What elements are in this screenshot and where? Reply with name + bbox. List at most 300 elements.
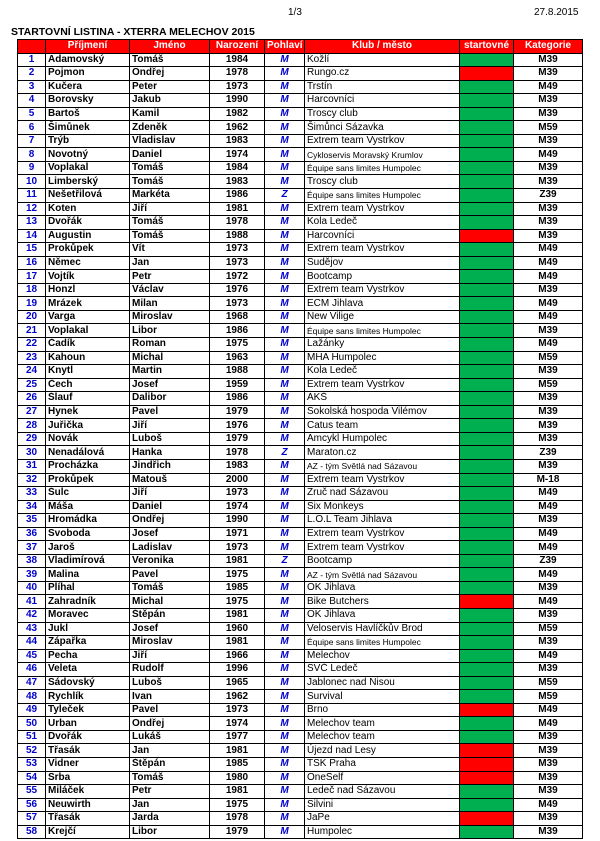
club-cell: Kola Ledeč	[305, 365, 460, 379]
club-cell: Bootcamp	[305, 554, 460, 568]
category-cell: M39	[514, 283, 583, 297]
table-row	[18, 256, 583, 270]
table-row	[18, 365, 583, 379]
start-number-cell: 52	[18, 744, 46, 758]
category-cell: M39	[514, 663, 583, 677]
surname-cell: Šulc	[46, 487, 130, 501]
sex-cell: M	[265, 798, 305, 812]
fee-status-cell	[460, 107, 514, 121]
fee-status-cell	[460, 324, 514, 338]
category-cell: M49	[514, 649, 583, 663]
sex-cell: M	[265, 53, 305, 67]
fee-status-cell	[460, 595, 514, 609]
sex-cell: M	[265, 771, 305, 785]
firstname-cell: Peter	[130, 80, 210, 94]
sex-cell: M	[265, 107, 305, 121]
surname-cell: Čadík	[46, 338, 130, 352]
sex-cell: M	[265, 744, 305, 758]
start-number-cell: 55	[18, 785, 46, 799]
header-cell-firstname: Jméno	[130, 40, 210, 54]
start-number-cell: 30	[18, 446, 46, 460]
fee-status-cell	[460, 419, 514, 433]
sex-cell: M	[265, 473, 305, 487]
surname-cell: Voplakal	[46, 161, 130, 175]
start-number-cell: 34	[18, 500, 46, 514]
table-row	[18, 53, 583, 67]
club-cell: New Vilige	[305, 310, 460, 324]
fee-status-cell	[460, 148, 514, 162]
birth-year-cell: 1966	[210, 649, 265, 663]
fee-status-cell	[460, 636, 514, 650]
start-number-cell: 44	[18, 636, 46, 650]
sex-cell: M	[265, 703, 305, 717]
sex-cell: M	[265, 636, 305, 650]
table-row	[18, 649, 583, 663]
sex-cell: M	[265, 121, 305, 135]
fee-status-cell	[460, 297, 514, 311]
table-row	[18, 270, 583, 284]
birth-year-cell: 1973	[210, 487, 265, 501]
club-cell: Troscy club	[305, 175, 460, 189]
fee-status-cell	[460, 649, 514, 663]
category-cell: M59	[514, 121, 583, 135]
birth-year-cell: 1965	[210, 676, 265, 690]
category-cell: Z39	[514, 554, 583, 568]
club-cell: Harcovníci	[305, 229, 460, 243]
start-number-cell: 17	[18, 270, 46, 284]
birth-year-cell: 1968	[210, 310, 265, 324]
start-number-cell: 40	[18, 581, 46, 595]
surname-cell: Jukl	[46, 622, 130, 636]
birth-year-cell: 1981	[210, 744, 265, 758]
table-row	[18, 581, 583, 595]
table-row	[18, 622, 583, 636]
club-cell: SVČ Ledeč	[305, 663, 460, 677]
fee-status-cell	[460, 338, 514, 352]
sex-cell: M	[265, 283, 305, 297]
sex-cell: M	[265, 297, 305, 311]
sex-cell: M	[265, 622, 305, 636]
start-number-cell: 36	[18, 527, 46, 541]
table-row	[18, 175, 583, 189]
fee-status-cell	[460, 730, 514, 744]
category-cell: M39	[514, 67, 583, 81]
fee-status-cell	[460, 202, 514, 216]
table-row	[18, 744, 583, 758]
fee-status-cell	[460, 134, 514, 148]
fee-status-cell	[460, 757, 514, 771]
surname-cell: Novák	[46, 432, 130, 446]
firstname-cell: Pavel	[130, 405, 210, 419]
birth-year-cell: 1971	[210, 527, 265, 541]
firstname-cell: Martin	[130, 365, 210, 379]
club-cell: AZ - tým Světlá nad Sázavou	[305, 459, 460, 473]
firstname-cell: Matouš	[130, 473, 210, 487]
start-number-cell: 25	[18, 378, 46, 392]
sex-cell: M	[265, 487, 305, 501]
surname-cell: Němec	[46, 256, 130, 270]
sex-cell: M	[265, 757, 305, 771]
firstname-cell: Štěpán	[130, 608, 210, 622]
surname-cell: Bartoš	[46, 107, 130, 121]
birth-year-cell: 1986	[210, 324, 265, 338]
surname-cell: Trýb	[46, 134, 130, 148]
sex-cell: M	[265, 825, 305, 839]
page-number: 1/3	[288, 7, 302, 18]
document-title: STARTOVNÍ LISTINA - XTERRA MELECHOV 2015	[11, 26, 255, 38]
table-row	[18, 703, 583, 717]
sex-cell: M	[265, 595, 305, 609]
category-cell: M49	[514, 568, 583, 582]
start-number-cell: 51	[18, 730, 46, 744]
table-row	[18, 121, 583, 135]
club-cell: Extrem team Vystrkov	[305, 378, 460, 392]
sex-cell: M	[265, 608, 305, 622]
surname-cell: Vladimírová	[46, 554, 130, 568]
club-cell: OneSelf	[305, 771, 460, 785]
category-cell: M49	[514, 527, 583, 541]
start-number-cell: 3	[18, 80, 46, 94]
fee-status-cell	[460, 283, 514, 297]
fee-status-cell	[460, 216, 514, 230]
surname-cell: Procházka	[46, 459, 130, 473]
table-row	[18, 785, 583, 799]
start-number-cell: 22	[18, 338, 46, 352]
club-cell: Harcovníci	[305, 94, 460, 108]
club-cell: Extrem team Vystrkov	[305, 202, 460, 216]
sex-cell: M	[265, 94, 305, 108]
table-row	[18, 595, 583, 609]
birth-year-cell: 1988	[210, 365, 265, 379]
category-cell: M-18	[514, 473, 583, 487]
club-cell: L.O.L Team Jihlava	[305, 514, 460, 528]
birth-year-cell: 1983	[210, 175, 265, 189]
birth-year-cell: 1973	[210, 256, 265, 270]
header-cell-fee: startovné	[460, 40, 514, 54]
category-cell: M39	[514, 432, 583, 446]
club-cell: Extrem team Vystrkov	[305, 541, 460, 555]
table-row	[18, 189, 583, 203]
firstname-cell: Lukáš	[130, 730, 210, 744]
start-number-cell: 53	[18, 757, 46, 771]
category-cell: M39	[514, 581, 583, 595]
fee-status-cell	[460, 744, 514, 758]
fee-status-cell	[460, 527, 514, 541]
table-row	[18, 487, 583, 501]
birth-year-cell: 1978	[210, 67, 265, 81]
start-number-cell: 23	[18, 351, 46, 365]
table-row	[18, 717, 583, 731]
fee-status-cell	[460, 310, 514, 324]
start-number-cell: 48	[18, 690, 46, 704]
table-row	[18, 338, 583, 352]
start-number-cell: 50	[18, 717, 46, 731]
fee-status-cell	[460, 717, 514, 731]
start-number-cell: 18	[18, 283, 46, 297]
category-cell: M39	[514, 812, 583, 826]
table-row	[18, 825, 583, 839]
sex-cell: M	[265, 405, 305, 419]
header-cell-club: Klub / město	[305, 40, 460, 54]
fee-status-cell	[460, 365, 514, 379]
firstname-cell: Pavel	[130, 703, 210, 717]
table-row	[18, 446, 583, 460]
table-row	[18, 432, 583, 446]
fee-status-cell	[460, 405, 514, 419]
birth-year-cell: 1962	[210, 121, 265, 135]
surname-cell: Hynek	[46, 405, 130, 419]
firstname-cell: Veronika	[130, 554, 210, 568]
table-row	[18, 771, 583, 785]
firstname-cell: Štěpán	[130, 757, 210, 771]
start-number-cell: 45	[18, 649, 46, 663]
category-cell: M39	[514, 365, 583, 379]
club-cell: ECM Jihlava	[305, 297, 460, 311]
firstname-cell: Roman	[130, 338, 210, 352]
club-cell: Újezd nad Lesy	[305, 744, 460, 758]
firstname-cell: Miroslav	[130, 636, 210, 650]
firstname-cell: Jiří	[130, 649, 210, 663]
club-cell: TSK Praha	[305, 757, 460, 771]
start-number-cell: 33	[18, 487, 46, 501]
table-row	[18, 663, 583, 677]
start-number-cell: 39	[18, 568, 46, 582]
sex-cell: M	[265, 541, 305, 555]
start-number-cell: 2	[18, 67, 46, 81]
sex-cell: M	[265, 310, 305, 324]
fee-status-cell	[460, 351, 514, 365]
surname-cell: Voplakal	[46, 324, 130, 338]
sex-cell: M	[265, 338, 305, 352]
sex-cell: M	[265, 649, 305, 663]
surname-cell: Limberský	[46, 175, 130, 189]
table-row	[18, 636, 583, 650]
table-row	[18, 67, 583, 81]
surname-cell: Tyleček	[46, 703, 130, 717]
surname-cell: Třasák	[46, 812, 130, 826]
fee-status-cell	[460, 446, 514, 460]
category-cell: M59	[514, 690, 583, 704]
category-cell: M39	[514, 216, 583, 230]
category-cell: M39	[514, 730, 583, 744]
fee-status-cell	[460, 785, 514, 799]
surname-cell: Šlauf	[46, 392, 130, 406]
fee-status-cell	[460, 825, 514, 839]
category-cell: M39	[514, 202, 583, 216]
sex-cell: M	[265, 459, 305, 473]
header-cell-number	[18, 40, 46, 54]
surname-cell: Zahradník	[46, 595, 130, 609]
birth-year-cell: 1984	[210, 161, 265, 175]
firstname-cell: Dalibor	[130, 392, 210, 406]
table-row	[18, 757, 583, 771]
start-number-cell: 58	[18, 825, 46, 839]
start-number-cell: 7	[18, 134, 46, 148]
table-row	[18, 459, 583, 473]
category-cell: M39	[514, 229, 583, 243]
sex-cell: M	[265, 216, 305, 230]
category-cell: M39	[514, 459, 583, 473]
surname-cell: Čech	[46, 378, 130, 392]
category-cell: M39	[514, 392, 583, 406]
club-cell: Veloservis Havlíčkův Brod	[305, 622, 460, 636]
birth-year-cell: 1981	[210, 636, 265, 650]
table-row	[18, 568, 583, 582]
start-number-cell: 47	[18, 676, 46, 690]
firstname-cell: Michal	[130, 595, 210, 609]
surname-cell: Pojmon	[46, 67, 130, 81]
category-cell: M49	[514, 256, 583, 270]
start-number-cell: 1	[18, 53, 46, 67]
birth-year-cell: 1985	[210, 581, 265, 595]
club-cell: Trstín	[305, 80, 460, 94]
fee-status-cell	[460, 554, 514, 568]
category-cell: M39	[514, 107, 583, 121]
birth-year-cell: 1972	[210, 270, 265, 284]
firstname-cell: Libor	[130, 324, 210, 338]
sex-cell: M	[265, 514, 305, 528]
table-row	[18, 690, 583, 704]
sex-cell: M	[265, 67, 305, 81]
surname-cell: Knytl	[46, 365, 130, 379]
start-number-cell: 57	[18, 812, 46, 826]
start-number-cell: 38	[18, 554, 46, 568]
surname-cell: Miláček	[46, 785, 130, 799]
club-cell: Équipe sans limites Humpolec	[305, 324, 460, 338]
firstname-cell: Jan	[130, 744, 210, 758]
start-number-cell: 5	[18, 107, 46, 121]
table-row	[18, 94, 583, 108]
start-number-cell: 20	[18, 310, 46, 324]
surname-cell: Prokůpek	[46, 243, 130, 257]
firstname-cell: Jiří	[130, 487, 210, 501]
club-cell: Rungo.cz	[305, 67, 460, 81]
category-cell: M49	[514, 310, 583, 324]
surname-cell: Koten	[46, 202, 130, 216]
fee-status-cell	[460, 270, 514, 284]
firstname-cell: Václav	[130, 283, 210, 297]
club-cell: Extrem team Vystrkov	[305, 473, 460, 487]
fee-status-cell	[460, 622, 514, 636]
birth-year-cell: 1975	[210, 338, 265, 352]
firstname-cell: Jarda	[130, 812, 210, 826]
birth-year-cell: 1962	[210, 690, 265, 704]
category-cell: M39	[514, 94, 583, 108]
start-number-cell: 10	[18, 175, 46, 189]
start-number-cell: 6	[18, 121, 46, 135]
surname-cell: Sádovský	[46, 676, 130, 690]
header-cell-surname: Příjmení	[46, 40, 130, 54]
surname-cell: Máša	[46, 500, 130, 514]
birth-year-cell: 1974	[210, 500, 265, 514]
fee-status-cell	[460, 80, 514, 94]
category-cell: Z39	[514, 189, 583, 203]
sex-cell: Z	[265, 446, 305, 460]
surname-cell: Prokůpek	[46, 473, 130, 487]
fee-status-cell	[460, 53, 514, 67]
firstname-cell: Hanka	[130, 446, 210, 460]
sex-cell: M	[265, 256, 305, 270]
sex-cell: M	[265, 365, 305, 379]
start-number-cell: 24	[18, 365, 46, 379]
start-number-cell: 42	[18, 608, 46, 622]
club-cell: JaPe	[305, 812, 460, 826]
start-number-cell: 11	[18, 189, 46, 203]
firstname-cell: Tomáš	[130, 771, 210, 785]
club-cell: Équipe sans limites Humpolec	[305, 189, 460, 203]
surname-cell: Neuwirth	[46, 798, 130, 812]
start-number-cell: 32	[18, 473, 46, 487]
fee-status-cell	[460, 500, 514, 514]
club-cell: Cykloservis Moravský Krumlov	[305, 148, 460, 162]
fee-status-cell	[460, 94, 514, 108]
birth-year-cell: 1986	[210, 189, 265, 203]
birth-year-cell: 1983	[210, 459, 265, 473]
sex-cell: M	[265, 500, 305, 514]
category-cell: M49	[514, 500, 583, 514]
firstname-cell: Ondřej	[130, 514, 210, 528]
birth-year-cell: 1973	[210, 80, 265, 94]
firstname-cell: Luboš	[130, 676, 210, 690]
firstname-cell: Jiří	[130, 419, 210, 433]
table-row	[18, 405, 583, 419]
firstname-cell: Pavel	[130, 568, 210, 582]
firstname-cell: Tomáš	[130, 229, 210, 243]
fee-status-cell	[460, 581, 514, 595]
category-cell: M49	[514, 80, 583, 94]
category-cell: Z39	[514, 446, 583, 460]
fee-status-cell	[460, 473, 514, 487]
start-number-cell: 16	[18, 256, 46, 270]
fee-status-cell	[460, 378, 514, 392]
club-cell: Bike Butchers	[305, 595, 460, 609]
surname-cell: Pecha	[46, 649, 130, 663]
surname-cell: Zápařka	[46, 636, 130, 650]
sex-cell: M	[265, 785, 305, 799]
surname-cell: Nenadálová	[46, 446, 130, 460]
table-row	[18, 392, 583, 406]
sex-cell: M	[265, 229, 305, 243]
club-cell: Kola Ledeč	[305, 216, 460, 230]
fee-status-cell	[460, 703, 514, 717]
birth-year-cell: 1974	[210, 148, 265, 162]
firstname-cell: Josef	[130, 378, 210, 392]
birth-year-cell: 1984	[210, 53, 265, 67]
category-cell: M39	[514, 757, 583, 771]
surname-cell: Adamovský	[46, 53, 130, 67]
start-number-cell: 27	[18, 405, 46, 419]
sex-cell: M	[265, 663, 305, 677]
sex-cell: M	[265, 148, 305, 162]
sex-cell: M	[265, 270, 305, 284]
sex-cell: M	[265, 527, 305, 541]
surname-cell: Plíhal	[46, 581, 130, 595]
surname-cell: Veleta	[46, 663, 130, 677]
birth-year-cell: 1983	[210, 134, 265, 148]
firstname-cell: Josef	[130, 622, 210, 636]
sex-cell: M	[265, 730, 305, 744]
category-cell: M49	[514, 541, 583, 555]
table-row	[18, 378, 583, 392]
category-cell: M49	[514, 595, 583, 609]
club-cell: Zruč nad Sázavou	[305, 487, 460, 501]
start-number-cell: 31	[18, 459, 46, 473]
surname-cell: Juřička	[46, 419, 130, 433]
firstname-cell: Jan	[130, 256, 210, 270]
sex-cell: M	[265, 80, 305, 94]
sex-cell: M	[265, 243, 305, 257]
club-cell: Troscy club	[305, 107, 460, 121]
